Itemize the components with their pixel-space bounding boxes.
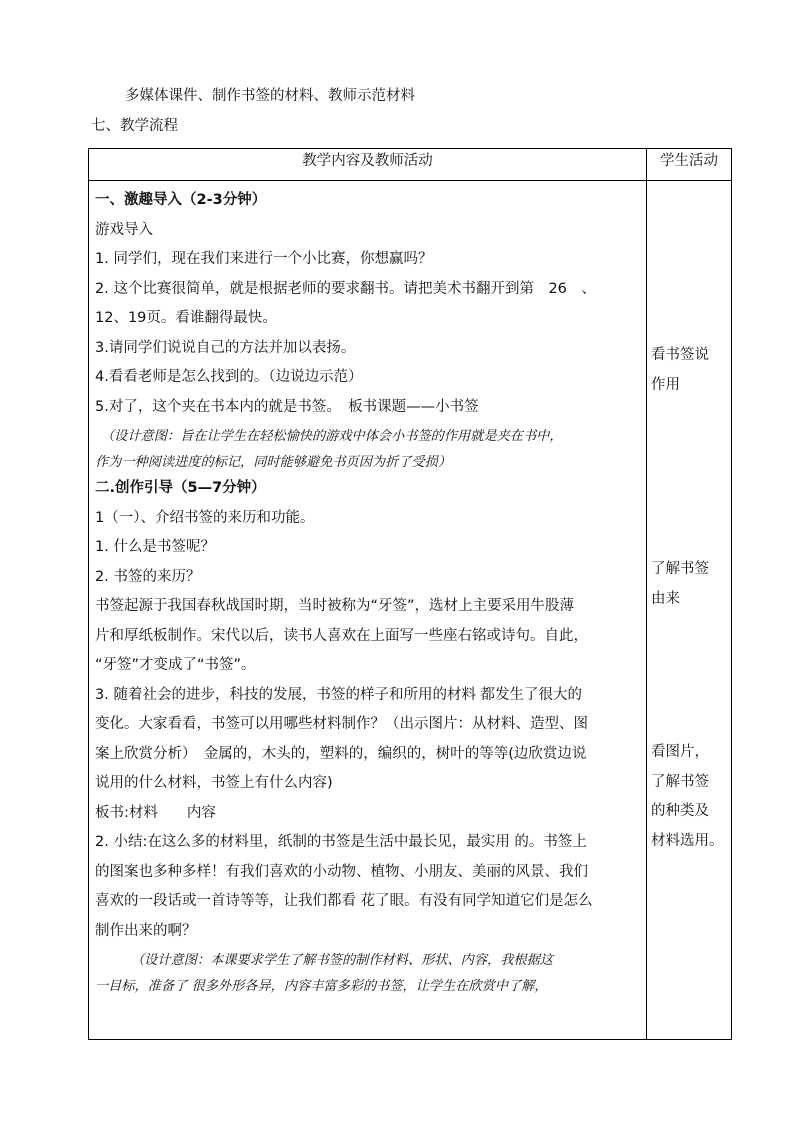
teacher-content-cell <box>89 181 647 1040</box>
design-note-line: （设计意图：旨在让学生在轻松愉快的游戏中体会小书签的作用就是夹在书中， <box>101 429 563 444</box>
content-line: 游戏导入 <box>95 221 153 238</box>
content-line: 1. 同学们，现在我们来进行一个小比赛，你想赢吗？ <box>95 251 433 267</box>
teaching-flow-table <box>88 148 732 1040</box>
content-line: 喜欢的一段话或一首诗等等，让我们都看 花了眼。有没有同学知道它们是怎么 <box>95 893 593 909</box>
student-activity-line: 的种类及 <box>651 803 709 819</box>
content-line: 制作出来的啊？ <box>95 922 197 939</box>
section-title-line: 二.创作引导（5—7分钟） <box>95 480 266 496</box>
content-line: 2. 这个比赛很简单，就是根据老师的要求翻书。请把美术书翻开到第 26 、 <box>95 280 596 297</box>
student-activity-line: 看书签说 <box>651 347 709 363</box>
student-activity-line: 作用 <box>651 376 680 393</box>
content-line: 3.请同学们说说自己的方法并加以表扬。 <box>95 339 356 356</box>
design-note-line: （设计意图：本课要求学生了解书签的制作材料、形状、内容，我根据这 <box>131 953 553 968</box>
content-line: “牙签”才变成了“书签”。 <box>95 657 256 673</box>
content-line: 的图案也多种多样！有我们喜欢的小动物、植物、小朋友、美丽的风景、我们 <box>95 863 588 880</box>
content-line: 1. 什么是书签呢？ <box>95 539 215 555</box>
student-activity-line: 了解书签 <box>651 561 709 577</box>
content-line: 板书:材料 内容 <box>95 804 216 821</box>
design-note-line: 作为一种阅读进度的标记，同时能够避免书页因为折了受损） <box>95 455 452 470</box>
materials-line: 多媒体课件、制作书签的材料、教师示范材料 <box>125 88 415 104</box>
section-title-line: 一、激趣导入（2-3分钟） <box>95 192 267 208</box>
table-header-row <box>89 149 732 181</box>
content-line: 4.看看老师是怎么找到的。（边说边示范） <box>95 369 363 385</box>
student-activity-line: 材料选用。 <box>651 832 724 849</box>
student-activity-block <box>651 555 729 614</box>
design-note-line: 一目标，准备了 很多外形各异，内容丰富多彩的书签，让学生在欣赏中了解， <box>95 979 548 994</box>
student-activity-line: 看图片， <box>651 744 709 760</box>
header-teacher-activity: 教学内容及教师活动 <box>89 149 647 181</box>
section-heading: 七、教学流程 <box>91 118 178 134</box>
content-line: 5.对了，这个夹在书本内的就是书签。 板书课题——小书签 <box>95 398 479 415</box>
content-line: 12、19页。看谁翻得最快。 <box>95 310 277 326</box>
content-line: 1（一）、介绍书签的来历和功能。 <box>95 509 315 526</box>
student-activity-block <box>651 738 729 856</box>
content-line: 3. 随着社会的进步，科技的发展，书签的样子和所用的材料 都发生了很大的 <box>95 686 583 703</box>
content-line: 说用的什么材料，书签上有什么内容) <box>95 775 333 791</box>
header-student-activity: 学生活动 <box>647 149 732 181</box>
content-line: 2. 小结:在这么多的材料里，纸制的书签是生活中最长见，最实用 的。书签上 <box>95 834 587 850</box>
content-line: 书签起源于我国春秋战国时期，当时被称为“牙签”，选材上主要采用牛股薄 <box>95 598 575 614</box>
student-activity-line: 了解书签 <box>651 773 709 790</box>
content-line: 变化。大家看看，书签可以用哪些材料制作？（出示图片：从材料、造型、图 <box>95 716 588 732</box>
content-line: 2. 书签的来历？ <box>95 568 201 585</box>
teacher-content-lines <box>89 181 646 1039</box>
content-line: 片和厚纸板制作。宋代以后，读书人喜欢在上面写一些座右铭或诗句。自此， <box>95 627 588 644</box>
content-line: 案上欣赏分析） 金属的，木头的，塑料的，编织的，树叶的等等(边欣赏边说 <box>95 745 587 762</box>
table-body-row <box>89 181 732 1040</box>
student-activity-line: 由来 <box>651 590 680 607</box>
student-activity-cell <box>647 181 732 1040</box>
student-activity-block <box>651 341 729 400</box>
